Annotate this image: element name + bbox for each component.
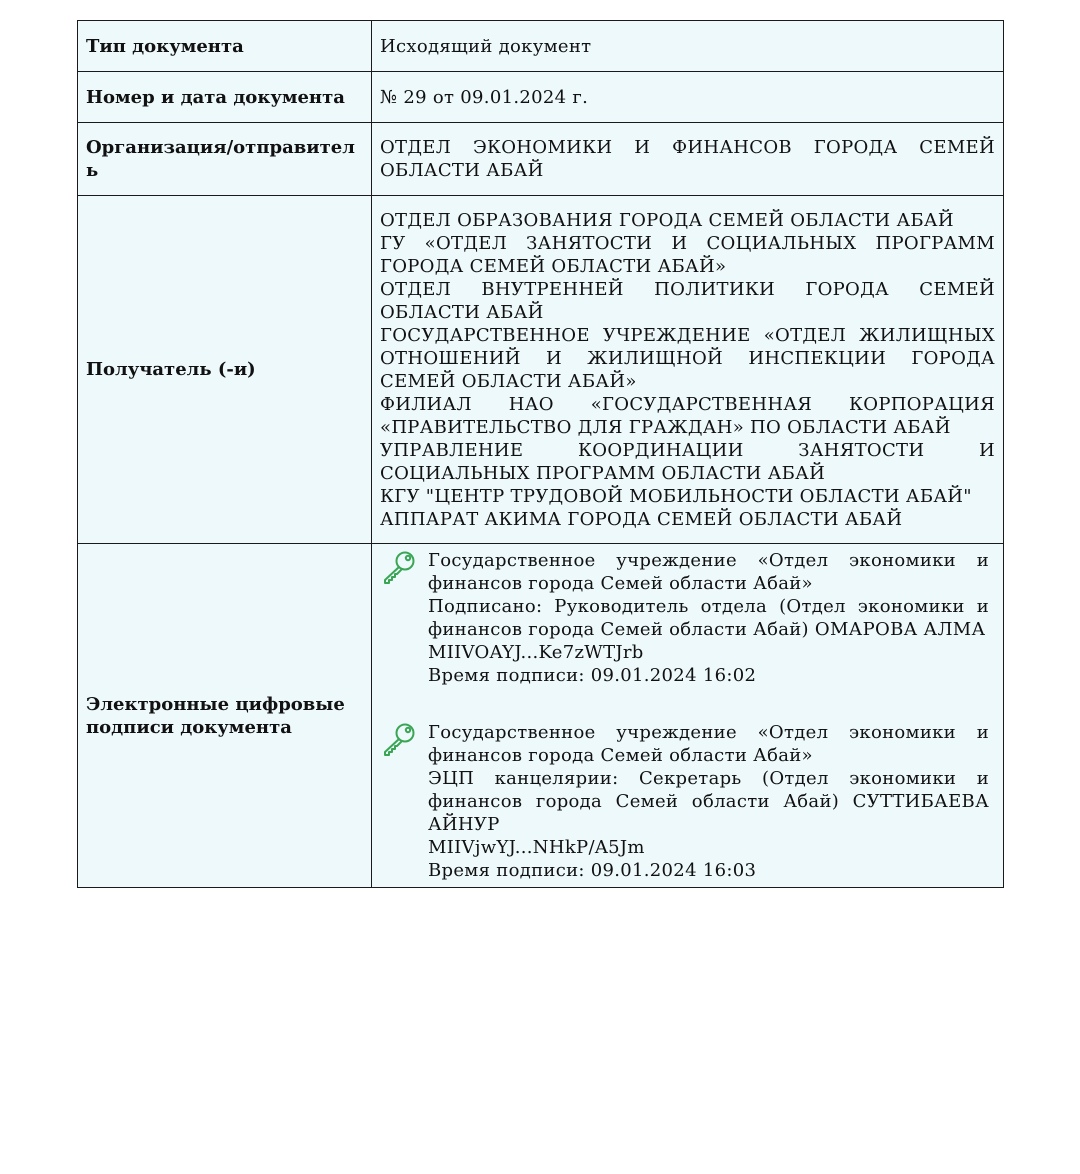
key-icon — [379, 549, 419, 585]
recipient-item: ФИЛИАЛ НАО «ГОСУДАРСТВЕННАЯ КОРПОРАЦИЯ «ПРАВИТЕЛЬСТВО ДЛЯ ГРАЖДАН» ПО ОБЛАСТИ АБАЙ — [380, 393, 995, 438]
document-info-table — [77, 20, 1004, 888]
signature-organization: Государственное учреждение «Отдел экономики и финансов города Семей области Абай» — [428, 722, 989, 766]
row-signatures — [78, 544, 1004, 888]
key-icon — [379, 721, 419, 757]
signature-organization: Государственное учреждение «Отдел экономики и финансов города Семей области Абай» — [428, 550, 989, 594]
signature-signer: ЭЦП канцелярии: Секретарь (Отдел экономики и финансов города Семей области Абай) СУТТИБАЕВА АЙНУР — [428, 768, 989, 835]
recipient-item: ГУ «ОТДЕЛ ЗАНЯТОСТИ И СОЦИАЛЬНЫХ ПРОГРАММ ГОРОДА СЕМЕЙ ОБЛАСТИ АБАЙ» — [380, 232, 995, 277]
signature-details — [428, 721, 995, 882]
signature-time: Время подписи: 09.01.2024 16:03 — [428, 860, 757, 881]
doc-type-label: Тип документа — [78, 21, 372, 72]
recipients-list — [372, 196, 1004, 544]
signature-signer: Подписано: Руководитель отдела (Отдел экономики и финансов города Семей области Абай) ОМАРОВА АЛМА — [428, 596, 989, 640]
signature-details — [428, 549, 995, 687]
signature-cert: MIIVjwYJ...NHkP/A5Jm — [428, 837, 645, 858]
doc-type-value: Исходящий документ — [372, 21, 1004, 72]
recipient-item: УПРАВЛЕНИЕ КООРДИНАЦИИ ЗАНЯТОСТИ И СОЦИАЛЬНЫХ ПРОГРАММ ОБЛАСТИ АБАЙ — [380, 439, 995, 484]
recipient-item: ОТДЕЛ ВНУТРЕННЕЙ ПОЛИТИКИ ГОРОДА СЕМЕЙ ОБЛАСТИ АБАЙ — [380, 278, 995, 323]
recipients-label: Получатель (-и) — [78, 196, 372, 544]
signature-cert: MIIVOAYJ...Ke7zWTJrb — [428, 642, 644, 663]
signatures-list — [372, 544, 1004, 888]
recipient-item: КГУ "ЦЕНТР ТРУДОВОЙ МОБИЛЬНОСТИ ОБЛАСТИ АБАЙ" — [380, 485, 972, 507]
doc-number-label: Номер и дата документа — [78, 72, 372, 123]
row-doc-number — [78, 72, 1004, 123]
recipient-item: АППАРАТ АКИМА ГОРОДА СЕМЕЙ ОБЛАСТИ АБАЙ — [380, 508, 903, 530]
sender-value: ОТДЕЛ ЭКОНОМИКИ И ФИНАНСОВ ГОРОДА СЕМЕЙ ОБЛАСТИ АБАЙ — [372, 123, 1004, 196]
signature-entry — [379, 549, 995, 687]
row-recipients — [78, 196, 1004, 544]
sender-label: Организация/отправитель — [78, 123, 372, 196]
signature-time: Время подписи: 09.01.2024 16:02 — [428, 665, 757, 686]
doc-number-value: № 29 от 09.01.2024 г. — [372, 72, 1004, 123]
signatures-label: Электронные цифровые подписи документа — [78, 544, 372, 888]
signature-entry — [379, 721, 995, 882]
row-doc-type — [78, 21, 1004, 72]
recipient-item: ГОСУДАРСТВЕННОЕ УЧРЕЖДЕНИЕ «ОТДЕЛ ЖИЛИЩНЫХ ОТНОШЕНИЙ И ЖИЛИЩНОЙ ИНСПЕКЦИИ ГОРОДА СЕМЕЙ ОБЛАСТИ АБАЙ» — [380, 324, 995, 392]
row-sender — [78, 123, 1004, 196]
recipient-item: ОТДЕЛ ОБРАЗОВАНИЯ ГОРОДА СЕМЕЙ ОБЛАСТИ АБАЙ — [380, 209, 954, 231]
